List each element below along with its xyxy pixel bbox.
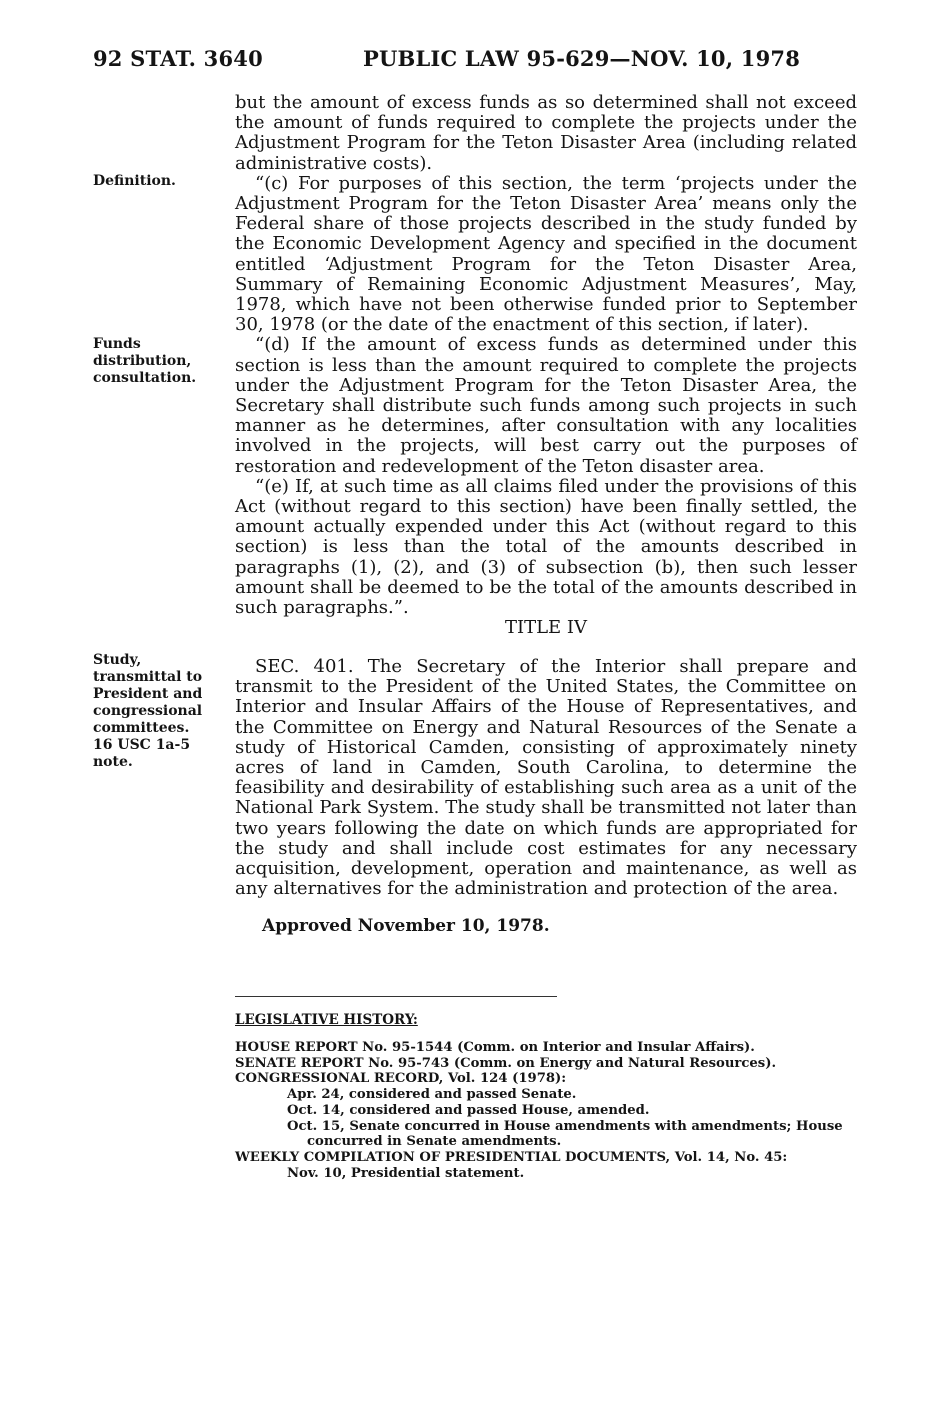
divider-rule bbox=[235, 996, 557, 997]
margin-note-study bbox=[93, 652, 202, 771]
public-law-heading: PUBLIC LAW 95-629—NOV. 10, 1978 bbox=[363, 46, 801, 71]
margin-note-definition: Definition. bbox=[93, 173, 176, 189]
history-line: concurred in Senate amendments. bbox=[307, 1134, 562, 1150]
history-line: CONGRESSIONAL RECORD, Vol. 124 (1978): bbox=[235, 1071, 567, 1087]
margin-note-line: transmittal to bbox=[93, 669, 203, 685]
history-line: Apr. 24, considered and passed Senate. bbox=[287, 1087, 577, 1103]
approval-date: Approved November 10, 1978. bbox=[262, 916, 550, 936]
stat-citation: 92 STAT. 3640 bbox=[93, 46, 263, 71]
history-line: SENATE REPORT No. 95-743 (Comm. on Energy and Natural Resources). bbox=[235, 1055, 777, 1071]
paragraph-subsection-c: “(c) For purposes of this section, the term ‘projects under the Adjustment Program for the Teton Disaster Area’ means only the Federal share of those projects described in the study funded by the Economic Development Agency and specified in the document entitled ‘Adjustment Program for the Teton Disaster Area, Summary of Remaining Economic Adjustment Measures’, May, 1978, which have not been otherwise funded prior to September 30, 1978 (or the date of the enactment of this section, if later). bbox=[235, 172, 857, 336]
history-line: Oct. 15, Senate concurred in House amendments with amendments; House bbox=[287, 1118, 843, 1134]
margin-note-line: congressional bbox=[93, 703, 203, 719]
section-body-text bbox=[235, 93, 857, 618]
margin-note-line: committees. bbox=[93, 720, 190, 736]
paragraph-continuation: but the amount of excess funds as so determined shall not exceed the amount of funds required to complete the projects under the Adjustment Program for the Teton Disaster Area (including related administrative costs). bbox=[235, 92, 857, 174]
legislative-history-list bbox=[235, 1040, 875, 1181]
title-heading: TITLE IV bbox=[504, 617, 588, 638]
margin-note-line: President and bbox=[93, 686, 203, 702]
history-line: Oct. 14, considered and passed House, amended. bbox=[287, 1102, 650, 1118]
margin-note-funds bbox=[93, 336, 196, 387]
legislative-history-heading: LEGISLATIVE HISTORY: bbox=[235, 1012, 418, 1028]
history-line: WEEKLY COMPILATION OF PRESIDENTIAL DOCUMENTS, Vol. 14, No. 45: bbox=[235, 1149, 788, 1165]
history-line: HOUSE REPORT No. 95-1544 (Comm. on Interior and Insular Affairs). bbox=[235, 1040, 755, 1055]
section-401-text bbox=[235, 657, 857, 899]
margin-note-line: distribution, bbox=[93, 353, 192, 369]
paragraph-subsection-d: “(d) If the amount of excess funds as determined under this section is less than the amount required to complete the projects under the Adjustment Program for the Teton Disaster Area, the Secretary shall distribute such funds among such projects in such manner as he determines, after consultation with any localities involved in the projects, will best carry out the purposes of restoration and redevelopment of the Teton disaster area. bbox=[235, 334, 857, 477]
margin-note-line: consultation. bbox=[93, 370, 197, 386]
history-line: Nov. 10, Presidential statement. bbox=[287, 1165, 525, 1181]
margin-note-line: Study, bbox=[93, 652, 142, 668]
paragraph-subsection-e: “(e) If, at such time as all claims filed under the provisions of this Act (without regard to this section) have been finally settled, the amount actually expended under this Act (without regard to this section) is less than the total of the amounts described in paragraphs (1), (2), and (3) of subsection (b), then such lesser amount shall be deemed to be the total of the amounts described in such paragraphs.”. bbox=[235, 475, 857, 619]
paragraph-sec-401: SEC. 401. The Secretary of the Interior shall prepare and transmit to the President of the United States, the Committee on Interior and Insular Affairs of the House of Representatives, and the Committee on Energy and Natural Resources of the Senate a study of Historical Camden, consisting of approximately ninety acres of land in Camden, South Carolina, to determine the feasibility and desirability of establishing such area as a unit of the National Park System. The study shall be transmitted not later than two years following the date on which funds are appropriated for the study and shall include cost estimates for any necessary acquisition, development, operation and maintenance, as well as any alternatives for the administration and protection of the area. bbox=[235, 656, 857, 900]
margin-note-line: Funds bbox=[93, 336, 141, 352]
margin-note-line: note. bbox=[93, 754, 133, 770]
margin-note-line: 16 USC 1a-5 bbox=[93, 737, 191, 753]
